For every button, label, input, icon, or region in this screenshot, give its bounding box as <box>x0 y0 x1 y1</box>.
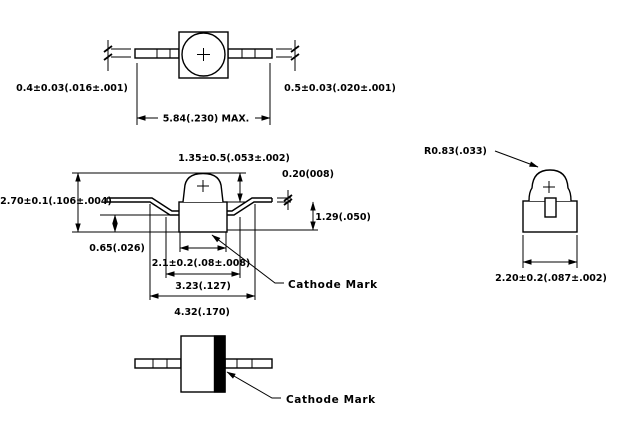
bottom-cathode-mark-label: Cathode Mark <box>286 394 376 406</box>
front-view <box>0 153 378 318</box>
front-dim-total-height <box>0 173 112 232</box>
top-view <box>16 32 396 125</box>
front-lead-right <box>227 198 272 215</box>
side-view <box>424 146 607 284</box>
side-lens-radius-label: R0.83(.033) <box>424 146 487 157</box>
front-lead-bend-span-label: 3.23(.127) <box>175 281 231 292</box>
front-dim-lead-to-bottom <box>313 202 371 230</box>
side-dim-depth-extension-lines <box>523 235 577 268</box>
bottom-view <box>135 336 376 406</box>
bottom-cathode-leader-line <box>227 372 281 398</box>
front-body-width-label: 2.1±0.2(.08±.008) <box>151 258 251 269</box>
top-lead-right-bend-ticks <box>242 49 255 58</box>
front-lead-left <box>107 198 179 215</box>
front-lead-span-label: 4.32(.170) <box>174 307 230 318</box>
bottom-lead-left <box>135 359 181 368</box>
front-dim-body-width <box>152 248 251 269</box>
top-dim-lead-width-left <box>16 40 131 94</box>
bottom-cathode-callout <box>227 372 376 406</box>
side-radius-callout <box>424 146 538 167</box>
side-body-depth-label: 2.20±0.2(.087±.002) <box>495 273 607 284</box>
front-dim-lead-thickness <box>282 169 334 210</box>
top-lead-width-right-label: 0.5±0.03(.020±.001) <box>284 83 396 94</box>
front-cathode-mark-label: Cathode Mark <box>288 279 378 291</box>
top-dim-lead-width-right <box>276 40 396 94</box>
side-lead-tab <box>545 198 556 217</box>
top-lead-left-bend-ticks <box>157 49 170 58</box>
bottom-lead-right <box>225 359 272 368</box>
front-dim-standoff <box>89 215 145 254</box>
bottom-cathode-band <box>215 336 226 392</box>
side-dim-body-depth <box>495 235 607 284</box>
top-lead-right <box>228 49 272 58</box>
front-total-height-label: 2.70±0.1(.106±.004) <box>0 196 112 207</box>
bottom-lead-left-bend-ticks <box>153 359 167 368</box>
front-body <box>179 202 227 232</box>
front-lead-thickness-label: 0.20(008) <box>282 169 334 180</box>
front-lens-height-label: 1.35±0.5(.053±.002) <box>178 153 290 164</box>
top-overall-width-label: 5.84(.230) MAX. <box>162 113 250 125</box>
front-dim-lead-span <box>150 296 255 318</box>
top-dim-right-lines <box>276 40 295 71</box>
side-lens-dome <box>529 170 571 201</box>
top-lead-width-left-label: 0.4±0.03(.016±.001) <box>16 83 128 94</box>
front-lead-to-bottom-label: 1.29(.050) <box>315 212 371 223</box>
side-radius-leader-line <box>495 151 538 167</box>
front-dim-lead-bend-span <box>166 274 240 292</box>
bottom-lead-right-bend-ticks <box>237 359 252 368</box>
front-standoff-label: 0.65(.026) <box>89 243 145 254</box>
